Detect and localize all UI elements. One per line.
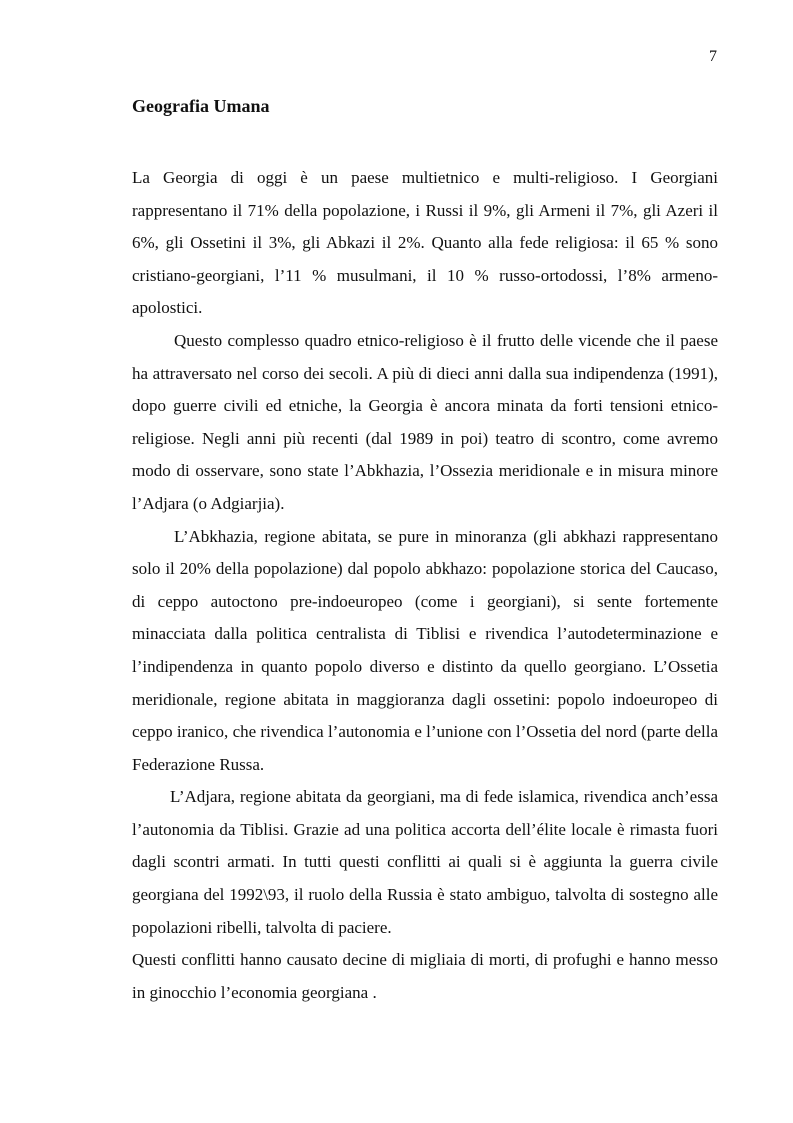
section-title: Geografia Umana — [132, 96, 270, 116]
paragraph-demographics: La Georgia di oggi è un paese multietnico e multi-religioso. I Georgiani rappresentano il 71% della popolazione, i Russi il 9%, gli Armeni il 7%, gli Azeri il 6%, gli Ossetini il 3%, gli Abkazi il 2%. Quanto alla fede religiosa: il 65 % sono cristiano-georgiani, l’11 % musulmani, il 10 % russo-ortodossi, l’8% armeno-apolostici. — [132, 168, 718, 318]
document-body — [132, 93, 718, 1009]
paragraph-adjara: L’Adjara, regione abitata da georgiani, ma di fede islamica, rivendica anch’essa l’autonomia da Tiblisi. Grazie ad una politica accorta dell’élite locale è rimasta fuori dagli scontri armati. In tutti questi conflitti ai quali si è aggiunta la guerra civile georgiana del 1992\93, il ruolo della Russia è stato ambiguo, talvolta di sostegno alle popolazioni ribelli, talvolta di paciere. — [132, 787, 718, 937]
paragraph-consequences: Questi conflitti hanno causato decine di migliaia di morti, di profughi e hanno messo in ginocchio l’economia georgiana . — [132, 950, 718, 1002]
paragraph-abkhazia-ossetia: L’Abkhazia, regione abitata, se pure in minoranza (gli abkhazi rappresentano solo il 20% della popolazione) dal popolo abkhazo: popolazione storica del Caucaso, di ceppo autoctono pre-indoeuropeo (come i georgiani), si sente fortemente minacciata dalla politica centralista di Tiblisi e rivendica l’autodeterminazione e l’indipendenza in quanto popolo diverso e distinto da quello georgiano. L’Ossetia meridionale, regione abitata in maggioranza dagli ossetini: popolo indoeuropeo di ceppo iranico, che rivendica l’autonomia e l’unione con l’Ossetia del nord (parte della Federazione Russa. — [132, 526, 718, 774]
page-number: 7 — [709, 48, 717, 65]
paragraph-ethnic-religious-context: Questo complesso quadro etnico-religioso è il frutto delle vicende che il paese ha attraversato nel corso dei secoli. A più di dieci anni dalla sua indipendenza (1991), dopo guerre civili ed etniche, la Georgia è ancora minata da forti tensioni etnico-religiose. Negli anni più recenti (dal 1989 in poi) teatro di scontro, come avremo modo di osservare, sono state l’Abkhazia, l’Ossezia meridionale e in misura minore l’Adjara (o Adgiarjia). — [132, 330, 718, 513]
